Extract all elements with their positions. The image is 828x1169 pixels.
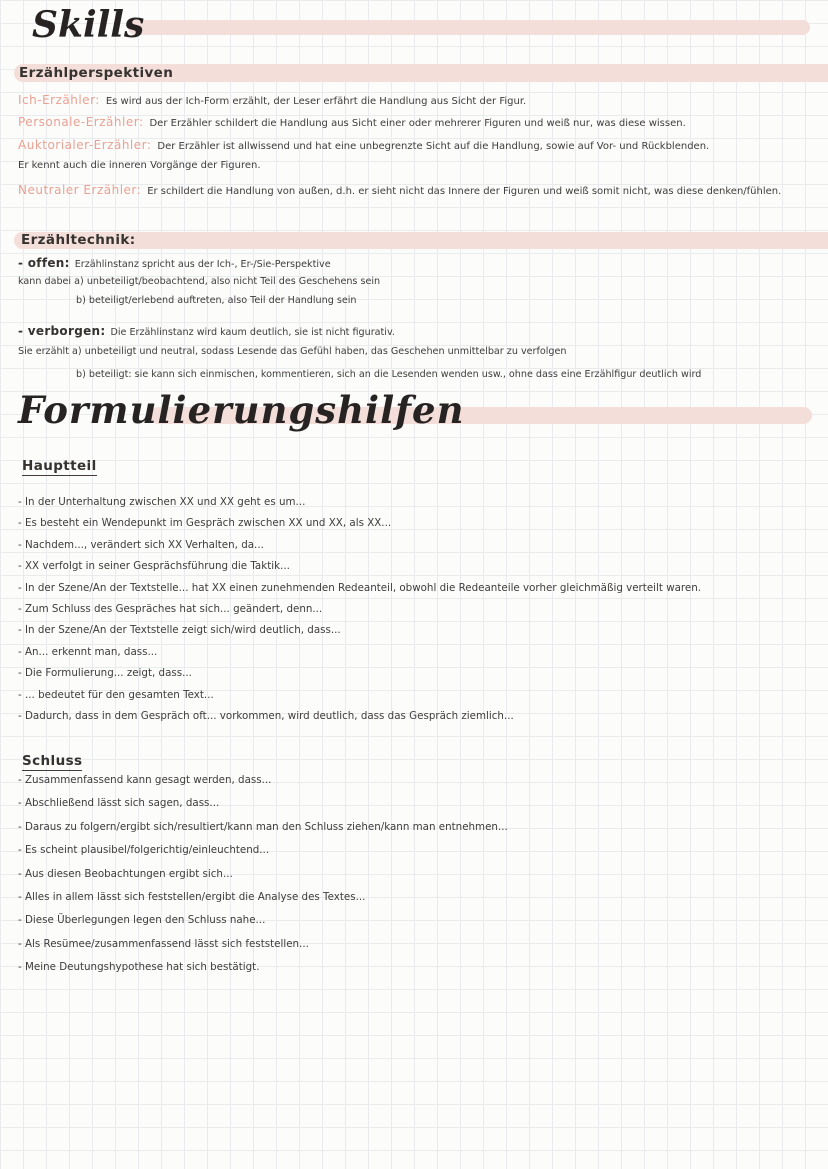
bullet-line: - Es besteht ein Wendepunkt im Gespräch zwischen XX und XX, als XX... <box>18 517 392 530</box>
bullet-line: - Alles in allem lässt sich feststellen/ergibt die Analyse des Textes... <box>18 890 366 903</box>
bullet-line: - Abschließend lässt sich sagen, dass... <box>18 797 220 810</box>
note-text: Erzählinstanz spricht aus der Ich-, Er-/Sie-Perspektive <box>74 259 331 270</box>
note-text: kann dabei a) unbeteiligt/beobachtend, also nicht Teil des Geschehens sein <box>18 275 381 287</box>
bullet-line: - Daraus zu folgern/ergibt sich/resultiert/kann man den Schluss ziehen/kann man entnehmen... <box>18 820 508 833</box>
note-line <box>18 324 828 347</box>
note-text: Die Erzählinstanz wird kaum deutlich, sie ist nicht figurativ. <box>110 326 395 338</box>
note-text: Der Erzähler schildert die Handlung aus Sicht einer oder mehrerer Figuren und weiß nur, was diese wissen. <box>149 118 686 130</box>
schluss-heading-text: Schluss <box>22 753 83 769</box>
note-line <box>18 138 828 160</box>
bullet-line: - Dadurch, dass in dem Gespräch oft... vorkommen, wird deutlich, dass das Gespräch ziemlich... <box>18 709 514 722</box>
erzaehltechnik-lines <box>18 256 828 391</box>
bullet-line: - Diese Überlegungen legen den Schluss nahe... <box>18 914 266 927</box>
bullet-line: - Die Formulierung... zeigt, dass... <box>18 667 192 680</box>
formulierungshilfen-title: Formulierungshilfen <box>18 388 465 432</box>
note-line <box>18 295 828 315</box>
skills-highlight-bar <box>128 20 810 35</box>
term-lead: - verborgen: <box>18 323 106 338</box>
bullet-line: - ... bedeutet für den gesamten Text... <box>18 688 214 701</box>
erzaehltechnik-heading: Erzähltechnik: <box>21 232 136 248</box>
bullet-line: - Zusammenfassend kann gesagt werden, dass... <box>18 774 272 786</box>
hauptteil-heading <box>22 458 97 474</box>
bullet-line: - Es scheint plausibel/folgerichtig/einleuchtend... <box>18 844 270 857</box>
bullet-line: - Als Resümee/zusammenfassend lässt sich feststellen... <box>18 937 309 950</box>
bullet-line: - Aus diesen Beobachtungen ergibt sich... <box>18 867 233 880</box>
erzaehltechnik-highlight-bar <box>14 232 828 249</box>
bullet-line: - Nachdem..., verändert sich XX Verhalten, da... <box>18 538 264 551</box>
term-label: Personale-Erzähler: <box>18 115 144 130</box>
erzaehlperspektiven-heading: Erzählperspektiven <box>19 65 174 81</box>
bullet-line: - In der Unterhaltung zwischen XX und XX geht es um... <box>18 496 306 508</box>
note-line <box>18 160 828 182</box>
note-line <box>18 256 828 276</box>
term-label: Neutraler Erzähler: <box>18 182 142 197</box>
term-label: Ich-Erzähler: <box>18 93 100 107</box>
note-line <box>18 183 828 205</box>
note-line <box>18 93 828 115</box>
note-text: Sie erzählt a) unbeteiligt und neutral, sodass Lesende das Gefühl haben, das Geschehen unmittelbar zu verfolgen <box>18 346 567 357</box>
bullet-line: - In der Szene/An der Textstelle zeigt sich/wird deutlich, dass... <box>18 624 341 637</box>
erzaehlperspektiven-lines <box>18 93 828 205</box>
bullet-line: - Zum Schluss des Gespräches hat sich... geändert, denn... <box>18 602 323 615</box>
note-text: Er schildert die Handlung von außen, d.h. er sieht nicht das Innere der Figuren und weiß somit nicht, was diese denken/fühlen. <box>147 185 782 197</box>
bullet-line: - Meine Deutungshypothese hat sich bestätigt. <box>18 961 260 974</box>
note-text: b) beteiligt: sie kann sich einmischen, kommentieren, sich an die Lesenden wenden usw., ohne dass eine Erzählfigur deutlich wird <box>76 368 702 380</box>
note-text: b) beteiligt/erlebend auftreten, also Teil der Handlung sein <box>76 295 357 306</box>
page-title: Skills <box>32 4 145 46</box>
term-label: Auktorialer-Erzähler: <box>18 137 152 152</box>
note-line <box>18 346 828 369</box>
note-text: Der Erzähler ist allwissend und hat eine unbegrenzte Sicht auf die Handlung, sowie auf Vor- und Rückblenden. <box>157 140 710 152</box>
schluss-heading <box>22 753 82 769</box>
note-line <box>18 115 828 137</box>
bullet-line: - In der Szene/An der Textstelle... hat XX einen zunehmenden Redeanteil, obwohl die Redeanteile vorher gleichmäßig verteilt waren. <box>18 581 702 594</box>
bullet-line: - An... erkennt man, dass... <box>18 645 158 658</box>
bullet-line: - XX verfolgt in seiner Gesprächsführung die Taktik... <box>18 560 290 573</box>
note-text: Es wird aus der Ich-Form erzählt, der Leser erfährt die Handlung aus Sicht der Figur. <box>105 96 527 107</box>
note-line <box>18 276 828 296</box>
term-lead: - offen: <box>18 256 70 270</box>
schluss-lines <box>18 774 828 985</box>
hauptteil-lines <box>18 496 828 731</box>
note-text: Er kennt auch die inneren Vorgänge der Figuren. <box>18 160 261 172</box>
hauptteil-heading-text: Hauptteil <box>22 458 97 474</box>
